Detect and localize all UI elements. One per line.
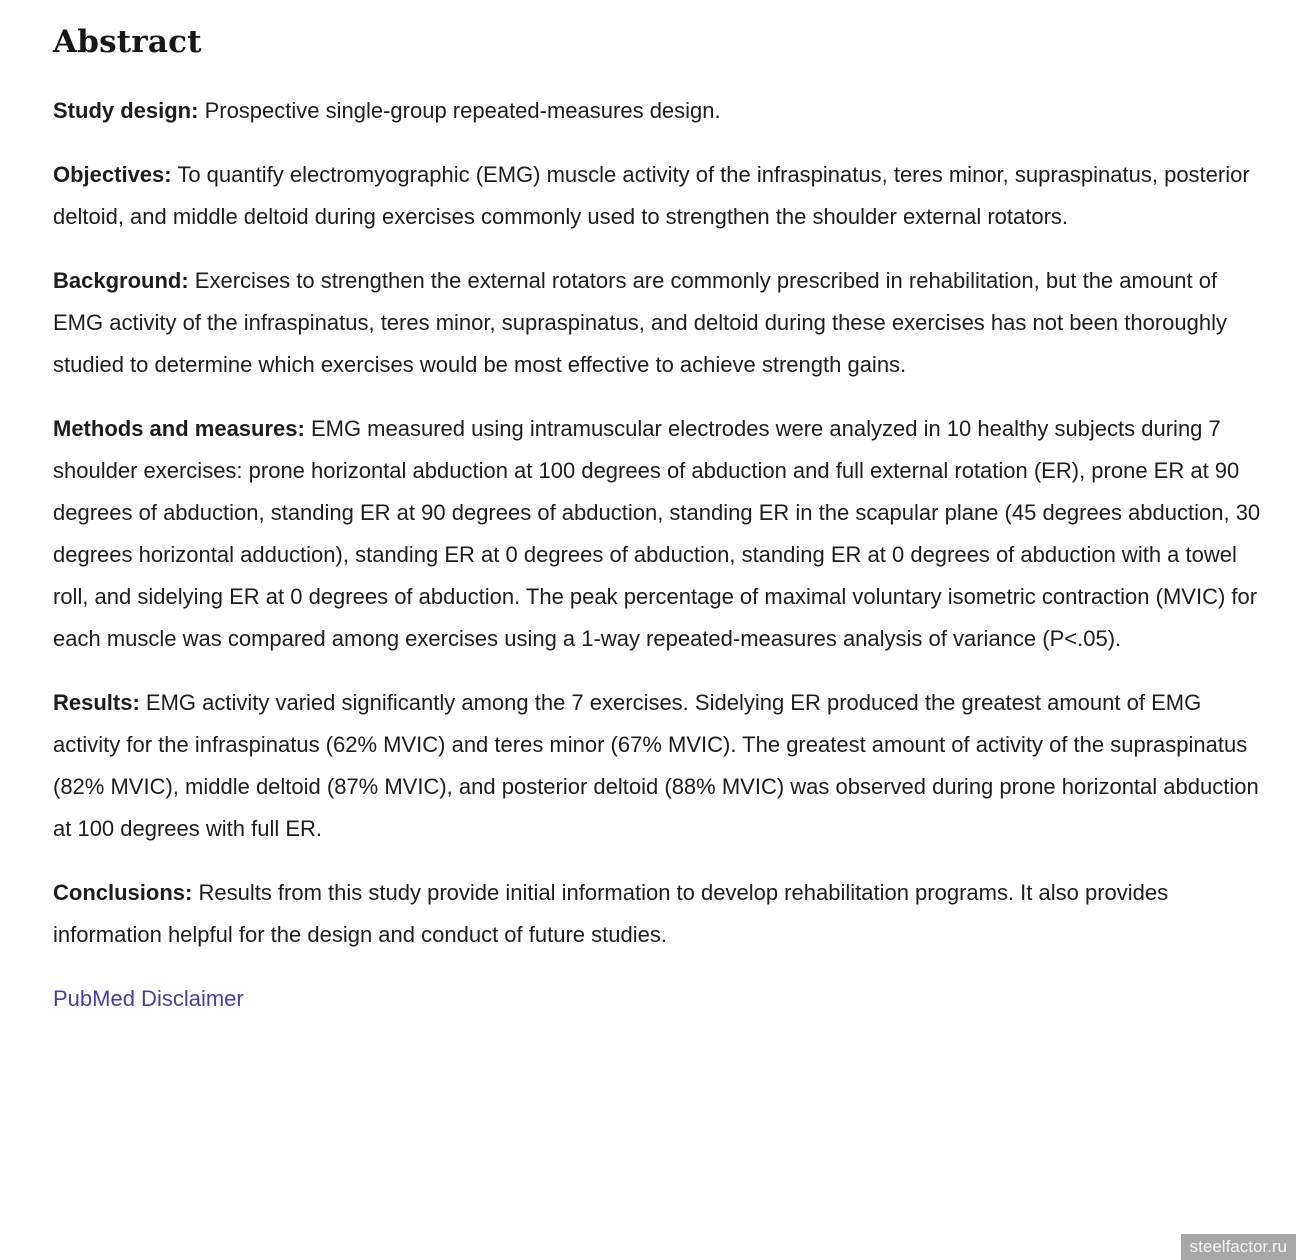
background-label: Background: [53, 268, 189, 293]
objectives-label: Objectives: [53, 162, 172, 187]
methods-label: Methods and measures: [53, 416, 305, 441]
study-design-text: Prospective single-group repeated-measures design. [198, 98, 721, 123]
disclaimer-row [53, 978, 1266, 1020]
paragraph-results [53, 682, 1266, 850]
methods-text: EMG measured using intramuscular electrodes were analyzed in 10 healthy subjects during 7 shoulder exercises: prone horizontal abduction at 100 degrees of abduction and full external rotation (ER), prone ER at 90 degrees of abduction, standing ER at 90 degrees of abduction, standing ER in the scapular plane (45 degrees abduction, 30 degrees horizontal adduction), standing ER at 0 degrees of abduction, standing ER at 0 degrees of abduction with a towel roll, and sidelying ER at 0 degrees of abduction. The peak percentage of maximal voluntary isometric contraction (MVIC) for each muscle was compared among exercises using a 1-way repeated-measures analysis of variance (P<.05). [53, 416, 1261, 651]
abstract-heading: Abstract [53, 24, 202, 60]
conclusions-label: Conclusions: [53, 880, 193, 905]
paragraph-objectives [53, 154, 1266, 238]
results-label: Results: [53, 690, 140, 715]
pubmed-disclaimer-link[interactable]: PubMed Disclaimer [53, 986, 244, 1011]
paragraph-background [53, 260, 1266, 386]
objectives-text: To quantify electromyographic (EMG) muscle activity of the infraspinatus, teres minor, supraspinatus, posterior deltoid, and middle deltoid during exercises commonly used to strengthen the shoulder external rotators. [53, 162, 1250, 229]
paragraph-study-design [53, 90, 1266, 132]
study-design-label: Study design: [53, 98, 199, 123]
watermark: steelfactor.ru [1181, 1234, 1296, 1260]
paragraph-methods [53, 408, 1266, 660]
paragraph-conclusions [53, 872, 1266, 956]
results-text: EMG activity varied significantly among the 7 exercises. Sidelying ER produced the greatest amount of EMG activity for the infraspinatus (62% MVIC) and teres minor (67% MVIC). The greatest amount of activity of the supraspinatus (82% MVIC), middle deltoid (87% MVIC), and posterior deltoid (88% MVIC) was observed during prone horizontal abduction at 100 degrees with full ER. [53, 690, 1259, 841]
conclusions-text: Results from this study provide initial information to develop rehabilitation programs. It also provides information helpful for the design and conduct of future studies. [53, 880, 1169, 947]
background-text: Exercises to strengthen the external rotators are commonly prescribed in rehabilitation, but the amount of EMG activity of the infraspinatus, teres minor, supraspinatus, and deltoid during these exercises has not been thoroughly studied to determine which exercises would be most effective to achieve strength gains. [53, 268, 1227, 377]
